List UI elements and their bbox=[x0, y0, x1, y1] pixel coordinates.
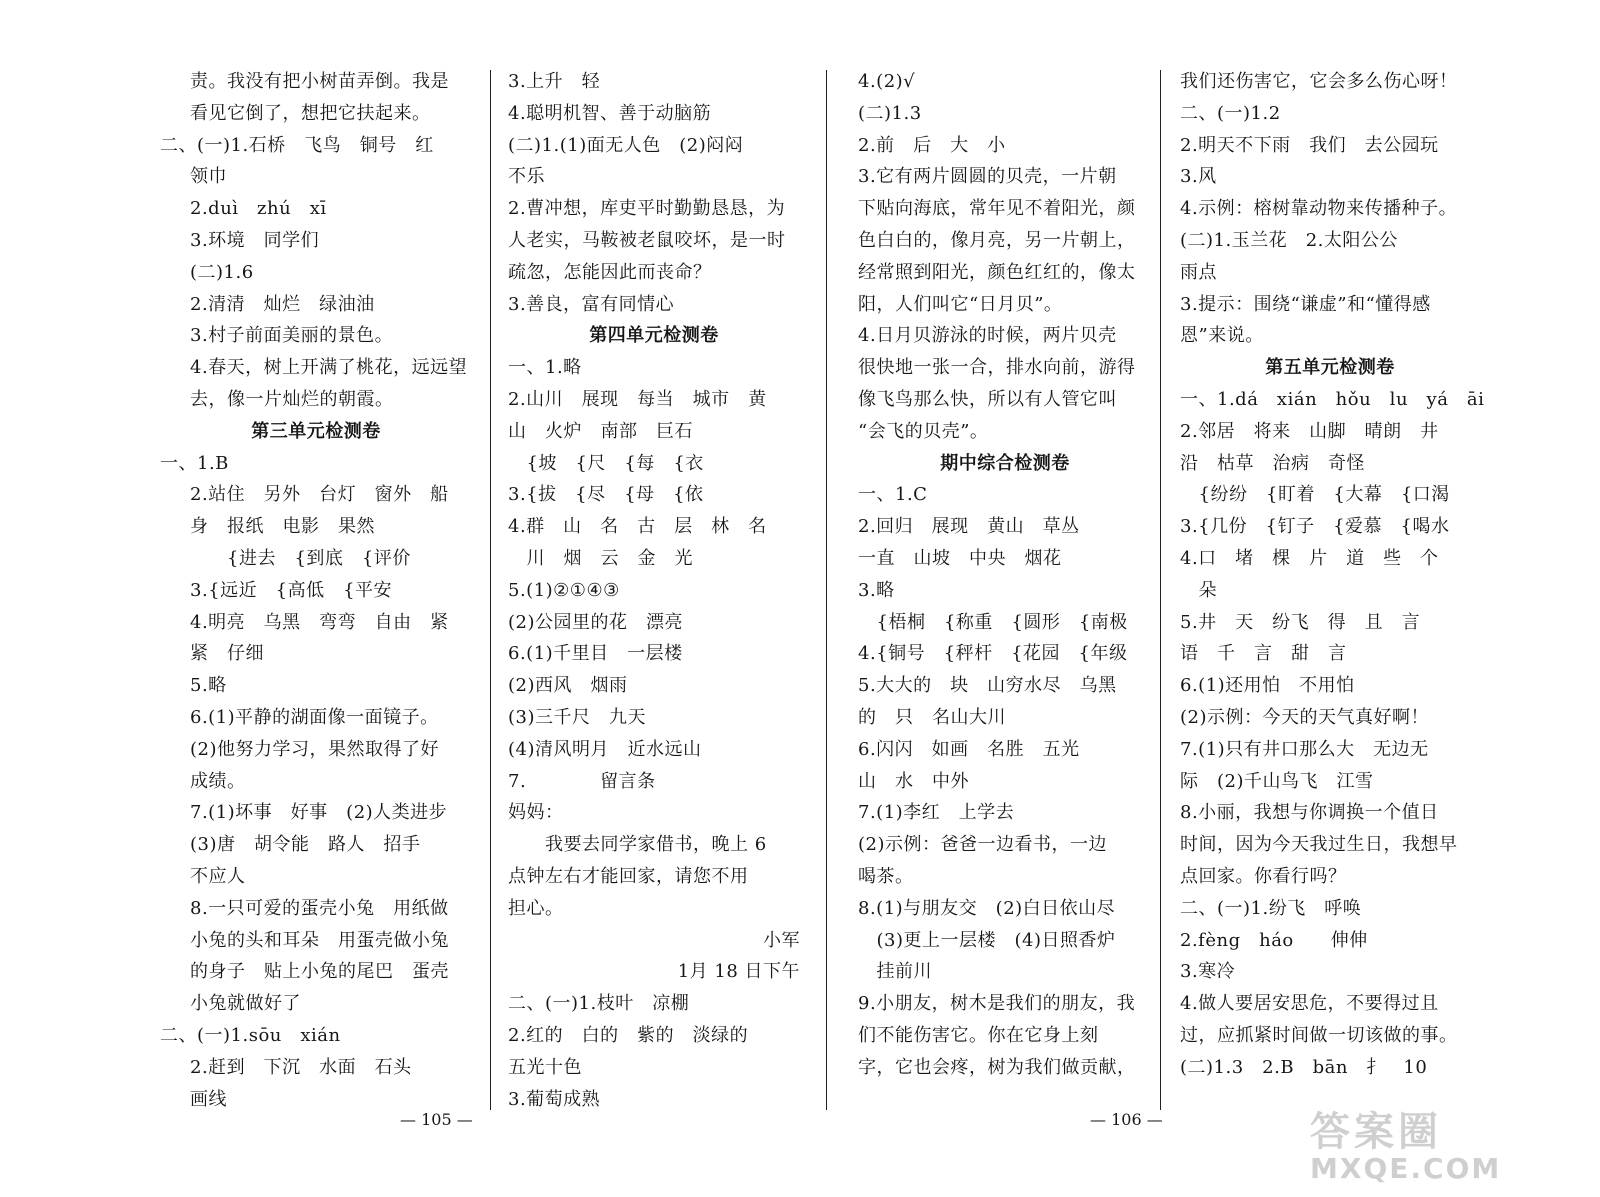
answer-line: 4.明亮 乌黑 弯弯 自由 紧 bbox=[190, 611, 449, 633]
section-heading: 第四单元检测卷 bbox=[589, 325, 719, 347]
answer-line: 一、1.B bbox=[160, 452, 229, 474]
answer-line: 7.(1)只有井口那么大 无边无 bbox=[1180, 738, 1429, 760]
answer-line: 一、1.略 bbox=[508, 357, 582, 379]
answer-line: 2.明天不下雨 我们 去公园玩 bbox=[1180, 134, 1439, 156]
answer-line: (二)1.3 bbox=[858, 102, 922, 124]
page-number-right: — 106 — bbox=[1090, 1110, 1163, 1129]
answer-line: 3.环境 同学们 bbox=[190, 229, 320, 251]
answer-line: 山 火炉 南部 巨石 bbox=[508, 420, 693, 442]
page-number-left: — 105 — bbox=[400, 1110, 473, 1129]
answer-line: (2)公园里的花 漂亮 bbox=[508, 611, 683, 633]
section-heading: 期中综合检测卷 bbox=[940, 452, 1070, 474]
answer-line: 4.(2)√ bbox=[858, 71, 916, 92]
answer-line: {纷纷 {盯着 {大幕 {口渴 bbox=[1180, 484, 1450, 506]
section-heading: 第三单元检测卷 bbox=[251, 420, 381, 442]
answer-line: 4.示例：榕树靠动物来传播种子。 bbox=[1180, 198, 1458, 220]
answer-line: 2.赶到 下沉 水面 石头 bbox=[190, 1056, 412, 1078]
answer-line: 4.群 山 名 古 层 林 名 bbox=[508, 516, 767, 538]
answer-line: (2)他努力学习，果然取得了好 bbox=[190, 738, 439, 760]
answer-line: 小兔就做好了 bbox=[190, 993, 301, 1015]
answer-line: (3)三千尺 九天 bbox=[508, 706, 646, 728]
answer-line: 朵 bbox=[1180, 579, 1217, 601]
answer-line: (4)清风明月 近水远山 bbox=[508, 738, 702, 760]
watermark-url: MXQE.COM bbox=[1310, 1152, 1502, 1185]
answer-line: {进去 {到底 {评价 bbox=[190, 547, 411, 569]
column-1 bbox=[160, 66, 472, 1115]
answer-line: 山 水 中外 bbox=[858, 770, 969, 792]
column-2 bbox=[508, 66, 800, 1115]
answer-line: 一、1.dá xián hǒu lu yá āi bbox=[1180, 388, 1485, 410]
answer-line: 很快地一张一合，排水向前，游得 bbox=[858, 357, 1136, 379]
answer-line: 8.一只可爱的蛋壳小兔 用纸做 bbox=[190, 897, 449, 919]
answer-line: 责。我没有把小树苗弄倒。我是 bbox=[190, 71, 449, 92]
answer-line: 喝茶。 bbox=[858, 865, 914, 887]
answer-line: 二、(一)1.2 bbox=[1180, 102, 1281, 124]
answer-line: 6.(1)还用怕 不用怕 bbox=[1180, 675, 1355, 697]
answer-line: 3.村子前面美丽的景色。 bbox=[190, 325, 394, 347]
answer-line: (2)示例：爸爸一边看书，一边 bbox=[858, 834, 1107, 856]
answer-line: 画线 bbox=[190, 1088, 227, 1110]
answer-line: 二、(一)1.sōu xián bbox=[160, 1024, 341, 1046]
answer-line: 小军 bbox=[763, 929, 800, 951]
answer-line: 像飞鸟那么快，所以有人管它叫 bbox=[858, 388, 1117, 410]
answer-line: 3.{几份 {钉子 {爱慕 {喝水 bbox=[1180, 516, 1450, 538]
answer-line: 五光十色 bbox=[508, 1056, 582, 1078]
answer-line: 我们还伤害它，它会多么伤心呀！ bbox=[1180, 71, 1458, 92]
answer-line: 的身子 贴上小兔的尾巴 蛋壳 bbox=[190, 961, 449, 983]
answer-line: 担心。 bbox=[508, 897, 564, 919]
column-divider bbox=[490, 70, 491, 1110]
answer-line: 9.小朋友，树木是我们的朋友，我 bbox=[858, 993, 1136, 1015]
answer-line: 2.前 后 大 小 bbox=[858, 134, 1006, 156]
answer-line: 5.(1)②①④③ bbox=[508, 579, 620, 601]
answer-line: {梧桐 {称重 {圆形 {南极 bbox=[858, 611, 1128, 633]
answer-line: (3)更上一层楼 (4)日照香炉 bbox=[858, 929, 1116, 951]
column-divider bbox=[1160, 70, 1161, 1110]
answer-line: 的 只 名山大川 bbox=[858, 706, 1006, 728]
answer-line: 不应人 bbox=[190, 865, 246, 887]
answer-line: 4.聪明机智、善于动脑筋 bbox=[508, 102, 712, 124]
answer-line: 2.邻居 将来 山脚 晴朗 井 bbox=[1180, 420, 1439, 442]
answer-line: 3.善良，富有同情心 bbox=[508, 293, 675, 315]
answer-line: 领巾 bbox=[190, 166, 227, 188]
answer-line: 一、1.C bbox=[858, 484, 928, 506]
answer-line: 过，应抓紧时间做一切该做的事。 bbox=[1180, 1024, 1458, 1046]
column-4 bbox=[1180, 66, 1485, 1084]
answer-line: 3.风 bbox=[1180, 166, 1217, 188]
answer-line: 2.fèng háo 伸伸 bbox=[1180, 929, 1368, 951]
answer-line: 6.(1)平静的湖面像一面镜子。 bbox=[190, 706, 439, 728]
answer-line: 看见它倒了，想把它扶起来。 bbox=[190, 102, 431, 124]
answer-line: 一直 山坡 中央 烟花 bbox=[858, 547, 1062, 569]
answer-line: 语 千 言 甜 言 bbox=[1180, 643, 1347, 665]
answer-line: 点回家。你看行吗？ bbox=[1180, 865, 1347, 887]
answer-line: (二)1.3 2.B bān 扌 10 bbox=[1180, 1056, 1428, 1078]
answer-line: 雨点 bbox=[1180, 261, 1217, 283]
watermark-logo bbox=[1310, 1110, 1570, 1190]
answer-line: 3.{远近 {高低 {平安 bbox=[190, 579, 393, 601]
answer-line: 不乐 bbox=[508, 166, 545, 188]
answer-line: (2)西风 烟雨 bbox=[508, 675, 628, 697]
answer-line: 身 报纸 电影 果然 bbox=[190, 516, 375, 538]
answer-line: 疏忽，怎能因此而丧命？ bbox=[508, 261, 712, 283]
answer-line: 4.做人要居安思危，不要得过且 bbox=[1180, 993, 1439, 1015]
answer-line: 小兔的头和耳朵 用蛋壳做小兔 bbox=[190, 929, 449, 951]
answer-line: 际 (2)千山鸟飞 江雪 bbox=[1180, 770, 1374, 792]
answer-line: 3.略 bbox=[858, 579, 895, 601]
answer-line: 妈妈： bbox=[508, 802, 564, 824]
answer-line: 川 烟 云 金 光 bbox=[508, 547, 693, 569]
answer-line: 8.小丽，我想与你调换一个值日 bbox=[1180, 802, 1439, 824]
answer-line: 紧 仔细 bbox=[190, 643, 264, 665]
watermark-text: 答案圈 bbox=[1310, 1109, 1442, 1155]
answer-line: 二、(一)1.纷飞 呼唤 bbox=[1180, 897, 1362, 919]
answer-line: 3.它有两片圆圆的贝壳，一片朝 bbox=[858, 166, 1117, 188]
answer-line: 8.(1)与朋友交 (2)白日依山尽 bbox=[858, 897, 1116, 919]
answer-line: 我要去同学家借书，晚上 6 bbox=[508, 834, 767, 856]
answer-line: 7. 留言条 bbox=[508, 770, 656, 792]
column-3 bbox=[858, 66, 1152, 1084]
answer-line: 点钟左右才能回家，请您不用 bbox=[508, 865, 749, 887]
answer-line: 5.略 bbox=[190, 675, 227, 697]
answer-line: {坡 {尺 {每 {衣 bbox=[508, 452, 704, 474]
answer-line: 3.{拔 {尽 {母 {依 bbox=[508, 484, 704, 506]
section-heading: 第五单元检测卷 bbox=[1265, 357, 1395, 379]
answer-line: 沿 枯草 治病 奇怪 bbox=[1180, 452, 1365, 474]
answer-line: 2.duì zhú xī bbox=[190, 198, 327, 220]
answer-line: 5.大大的 块 山穷水尽 乌黑 bbox=[858, 675, 1117, 697]
answer-line: 阳，人们叫它“日月贝”。 bbox=[858, 293, 1063, 315]
answer-line: 2.山川 展现 每当 城市 黄 bbox=[508, 388, 767, 410]
answer-line: 4.春天，树上开满了桃花，远远望 bbox=[190, 357, 468, 379]
answer-line: 下贴向海底，常年见不着阳光，颜 bbox=[858, 198, 1136, 220]
answer-line: 2.回归 展现 黄山 草丛 bbox=[858, 516, 1080, 538]
answer-line: (二)1.6 bbox=[190, 261, 254, 283]
answer-line: 7.(1)李红 上学去 bbox=[858, 802, 1015, 824]
answer-line: 3.葡萄成熟 bbox=[508, 1088, 601, 1110]
answer-line: 3.寒冷 bbox=[1180, 961, 1236, 983]
answer-line: 4.日月贝游泳的时候，两片贝壳 bbox=[858, 325, 1117, 347]
answer-line: 2.曹冲想，库吏平时勤勤恳恳，为 bbox=[508, 198, 786, 220]
answer-line: 人老实，马鞍被老鼠咬坏，是一时 bbox=[508, 229, 786, 251]
answer-line: (3)唐 胡令能 路人 招手 bbox=[190, 834, 421, 856]
column-divider bbox=[826, 70, 827, 1110]
answer-line: “会飞的贝壳”。 bbox=[858, 420, 989, 442]
answer-line: 挂前川 bbox=[858, 961, 932, 983]
answer-line: (二)1.(1)面无人色 (2)闷闷 bbox=[508, 134, 744, 156]
answer-line: 3.上升 轻 bbox=[508, 71, 601, 92]
answer-line: 字，它也会疼，树为我们做贡献， bbox=[858, 1056, 1136, 1078]
answer-line: 6.闪闪 如画 名胜 五光 bbox=[858, 738, 1080, 760]
answer-line: 5.井 天 纷飞 得 且 言 bbox=[1180, 611, 1421, 633]
answer-line: 经常照到阳光，颜色红红的，像太 bbox=[858, 261, 1136, 283]
answer-line: (2)示例：今天的天气真好啊！ bbox=[1180, 706, 1429, 728]
answer-line: 去，像一片灿烂的朝霞。 bbox=[190, 388, 394, 410]
answer-line: 色白白的，像月亮，另一片朝上， bbox=[858, 229, 1136, 251]
answer-line: 6.(1)千里目 一层楼 bbox=[508, 643, 683, 665]
answer-line: 2.清清 灿烂 绿油油 bbox=[190, 293, 375, 315]
answer-line: 成绩。 bbox=[190, 770, 246, 792]
answer-line: 7.(1)坏事 好事 (2)人类进步 bbox=[190, 802, 448, 824]
answer-line: 1月 18 日下午 bbox=[677, 961, 800, 983]
answer-line: 们不能伤害它。你在它身上刻 bbox=[858, 1024, 1099, 1046]
answer-line: 3.提示：围绕“谦虚”和“懂得感 bbox=[1180, 293, 1431, 315]
answer-line: 二、(一)1.石桥 飞鸟 铜号 红 bbox=[160, 134, 434, 156]
answer-line: 2.红的 白的 紫的 淡绿的 bbox=[508, 1024, 749, 1046]
answer-line: 恩”来说。 bbox=[1180, 325, 1264, 347]
answer-line: 4.{铜号 {秤杆 {花园 {年级 bbox=[858, 643, 1128, 665]
answer-line: 4.口 堵 棵 片 道 些 个 bbox=[1180, 547, 1439, 569]
answer-line: (二)1.玉兰花 2.太阳公公 bbox=[1180, 229, 1398, 251]
answer-line: 二、(一)1.枝叶 凉棚 bbox=[508, 993, 690, 1015]
answer-line: 时间，因为今天我过生日，我想早 bbox=[1180, 834, 1458, 856]
answer-line: 2.站住 另外 台灯 窗外 船 bbox=[190, 484, 449, 506]
